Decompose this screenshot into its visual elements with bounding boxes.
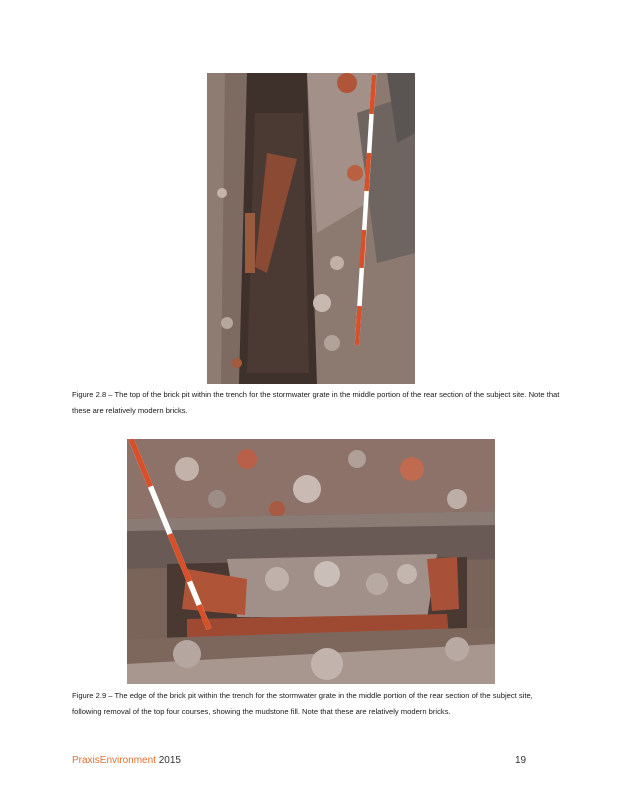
brand-environment: Environment	[99, 755, 156, 766]
figure-2-9-caption: Figure 2.9 – The edge of the brick pit within the trench for the stormwater grate in the middle portion of the rear section of the subject site, following removal of the top four courses, showing the mudstone fill. Note that these are relatively modern bricks.	[72, 691, 533, 716]
brick-pit-photo-image	[127, 439, 495, 684]
page-number: 19	[515, 755, 527, 766]
figure-2-8-photo	[207, 73, 415, 384]
brand-praxis: Praxis	[72, 755, 100, 766]
footer-brand	[72, 755, 181, 766]
figure-2-8-caption: Figure 2.8 – The top of the brick pit within the trench for the stormwater grate in the middle portion of the rear section of the subject site. Note that these are relatively modern bricks.	[72, 390, 560, 415]
figure-2-9-photo	[127, 439, 495, 684]
footer-year: 2015	[158, 755, 181, 766]
trench-photo-image	[207, 73, 415, 384]
